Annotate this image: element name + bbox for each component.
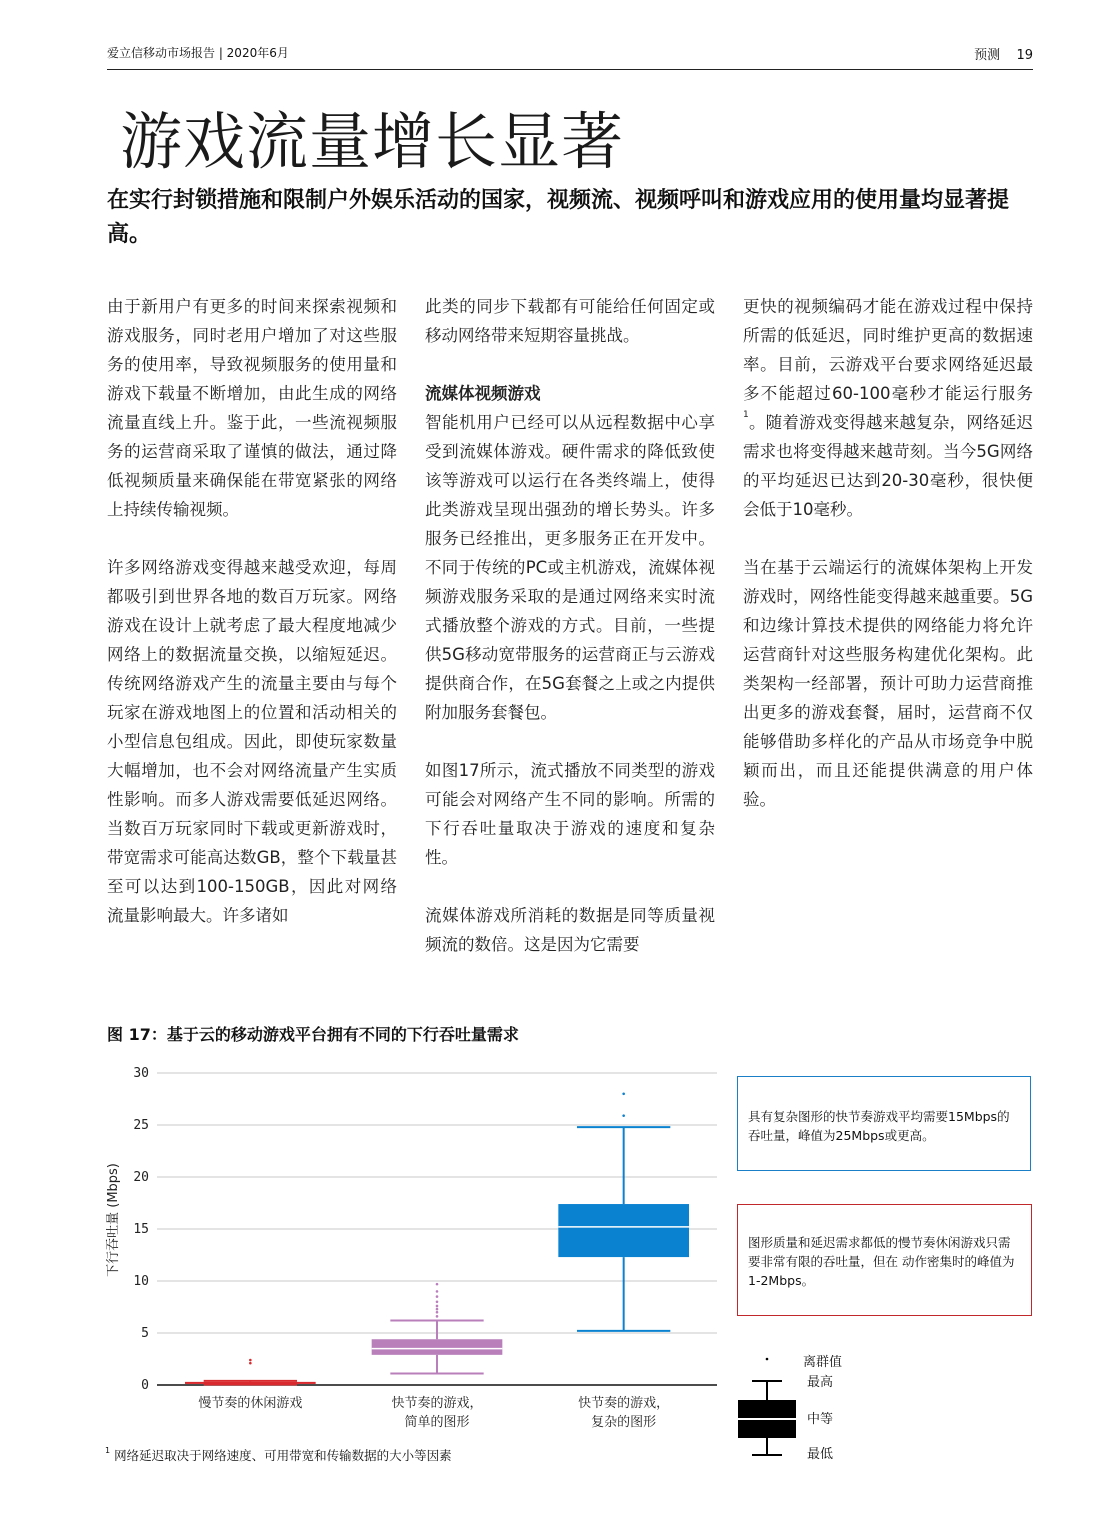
text-column-2 [425,292,715,988]
outlier-point [249,1362,252,1365]
legend-max-label: 最高 [807,1375,834,1390]
y-tick-label: 15 [133,1222,149,1237]
legend-min-label: 最低 [807,1447,834,1462]
y-tick-label: 30 [133,1066,149,1081]
report-header-section [974,44,1033,63]
paragraph: 此类的同步下载都有可能给任何固定或移动网络带来短期容量挑战。 [425,297,715,345]
paragraph: 由于新用户有更多的时间来探索视频和游戏服务，同时老用户增加了对这些服务的使用率，导致视频服务的使用量和游戏下载量不断增加，由此生成的网络流量直线上升。鉴于此，一些流视频服务的运营商采取了谨慎的做法，通过降低视频质量来确保能在带宽紧张的网络上持续传输视频。 [107,297,397,519]
report-header-title: 爱立信移动市场报告 | 2020年6月 [107,46,289,60]
box-series-2 [372,1283,503,1374]
chart-boxes [185,1093,689,1385]
section-heading: 流媒体视频游戏 [425,384,541,403]
box-plot-legend [730,1345,890,1470]
y-tick-label: 0 [141,1378,149,1393]
paragraph: 当在基于云端运行的流媒体架构上开发游戏时，网络性能变得越来越重要。5G和边缘计算技术提供的网络能力将允许运营商针对这些服务构建优化架构。此类架构一经部署，预计可助力运营商推出更多的游戏套餐，届时，运营商不仅能够借助多样化的产品从市场竞争中脱颖而出，而且还能提供满意的用户体验。 [743,558,1033,809]
x-axis-labels [198,1395,669,1430]
outlier-point [436,1295,439,1298]
y-tick-label: 5 [141,1326,149,1341]
x-tick-label: 简单的图形 [404,1415,470,1430]
legend-median-label: 中等 [807,1412,834,1427]
box-iqr [185,1382,316,1384]
outlier-point [622,1114,625,1117]
outlier-point [436,1308,439,1311]
callout-complex-games: 具有复杂图形的快节奏游戏平均需要15Mbps的吞吐量，峰值为25Mbps或更高。 [737,1076,1031,1171]
figure-title: 图 17：基于云的移动游戏平台拥有不同的下行吞吐量需求 [107,1025,519,1044]
box-plot-chart [100,1055,730,1440]
footnote-mark: 1 [105,1446,111,1455]
outlier-point [622,1093,625,1096]
box-iqr [372,1339,503,1355]
page-title: 游戏流量增长显著 [120,105,625,178]
paragraph: 流媒体游戏所消耗的数据是同等质量视频流的数倍。这是因为它需要 [425,906,715,954]
paragraph-text: 更快的视频编码才能在游戏过程中保持所需的低延迟，同时维护更高的数据速率。目前，云游戏平台要求网络延迟最多不能超过60-100毫秒才能运行服务 [743,297,1033,403]
paragraph: 智能机用户已经可以从远程数据中心享受到流媒体游戏。硬件需求的降低致使该等游戏可以运行在各类终端上，使得此类游戏呈现出强劲的增长势头。许多服务已经推出，更多服务正在开发中。不同于传统的PC或主机游戏，流媒体视频游戏服务采取的是通过网络来实时流式播放整个游戏的方式。目前，一些提供5G移动宽带服务的运营商正与云游戏提供商合作，在5G套餐之上或之内提供附加服务套餐包。 [425,413,715,722]
paragraph [743,292,1033,524]
y-tick-label: 10 [133,1274,149,1289]
footnote-ref: 1 [743,410,749,420]
page-subtitle: 在实行封锁措施和限制户外娱乐活动的国家，视频流、视频呼叫和游戏应用的使用量均显著提高。 [107,188,1010,247]
x-tick-label: 复杂的图形 [591,1415,657,1430]
header-divider [107,69,1033,70]
outlier-point [436,1315,439,1318]
paragraph-text: 。随着游戏变得越来越复杂，网络延迟需求也将变得越来越苛刻。当今5G网络的平均延迟已达到20-30毫秒，很快便会低于10毫秒。 [743,413,1033,519]
legend-outlier-marker [766,1358,769,1361]
x-tick-label: 慢节奏的休闲游戏 [198,1396,303,1411]
page-number: 19 [1016,48,1033,63]
footnote-text: 网络延迟取决于网络速度、可用带宽和传输数据的大小等因素 [114,1448,452,1463]
y-tick-label: 25 [133,1118,149,1133]
outlier-point [436,1290,439,1293]
outlier-point [436,1301,439,1304]
y-axis-ticks [133,1066,149,1393]
paragraph: 如图17所示，流式播放不同类型的游戏可能会对网络产生不同的影响。所需的下行吞吐量取决于游戏的速度和复杂性。 [425,761,715,867]
x-tick-label: 快节奏的游戏， [578,1396,670,1411]
outlier-point [436,1311,439,1314]
box-series-3 [558,1093,689,1331]
outlier-point [436,1283,439,1286]
y-axis-label: 下行吞吐量 (Mbps) [106,1163,121,1277]
box-iqr [558,1204,689,1257]
outlier-point [249,1359,252,1362]
x-tick-label: 快节奏的游戏， [391,1396,483,1411]
paragraph: 许多网络游戏变得越来越受欢迎，每周都吸引到世界各地的数百万玩家。网络游戏在设计上就考虑了最大程度地减少网络上的数据流量交换，以缩短延迟。传统网络游戏产生的流量主要由与每个玩家在游戏地图上的位置和活动相关的小型信息包组成。因此，即使玩家数量大幅增加，也不会对网络流量产生实质性影响。而多人游戏需要低延迟网络。当数百万玩家同时下载或更新游戏时，带宽需求可能高达数GB，整个下载量甚至可以达到100-150GB，因此对网络流量影响最大。许多诸如 [107,558,397,925]
y-tick-label: 20 [133,1170,149,1185]
callout-casual-games: 图形质量和延迟需求都低的慢节奏休闲游戏只需要非常有限的吞吐量，但在 动作密集时的峰值为1-2Mbps。 [737,1204,1032,1316]
text-column-3 [743,292,1033,843]
outlier-point [436,1305,439,1308]
box-series-1 [185,1359,316,1385]
section-label: 预测 [974,48,1001,63]
legend-outlier-label: 离群值 [803,1355,843,1370]
footnote [105,1446,452,1464]
text-column-1 [107,292,397,959]
